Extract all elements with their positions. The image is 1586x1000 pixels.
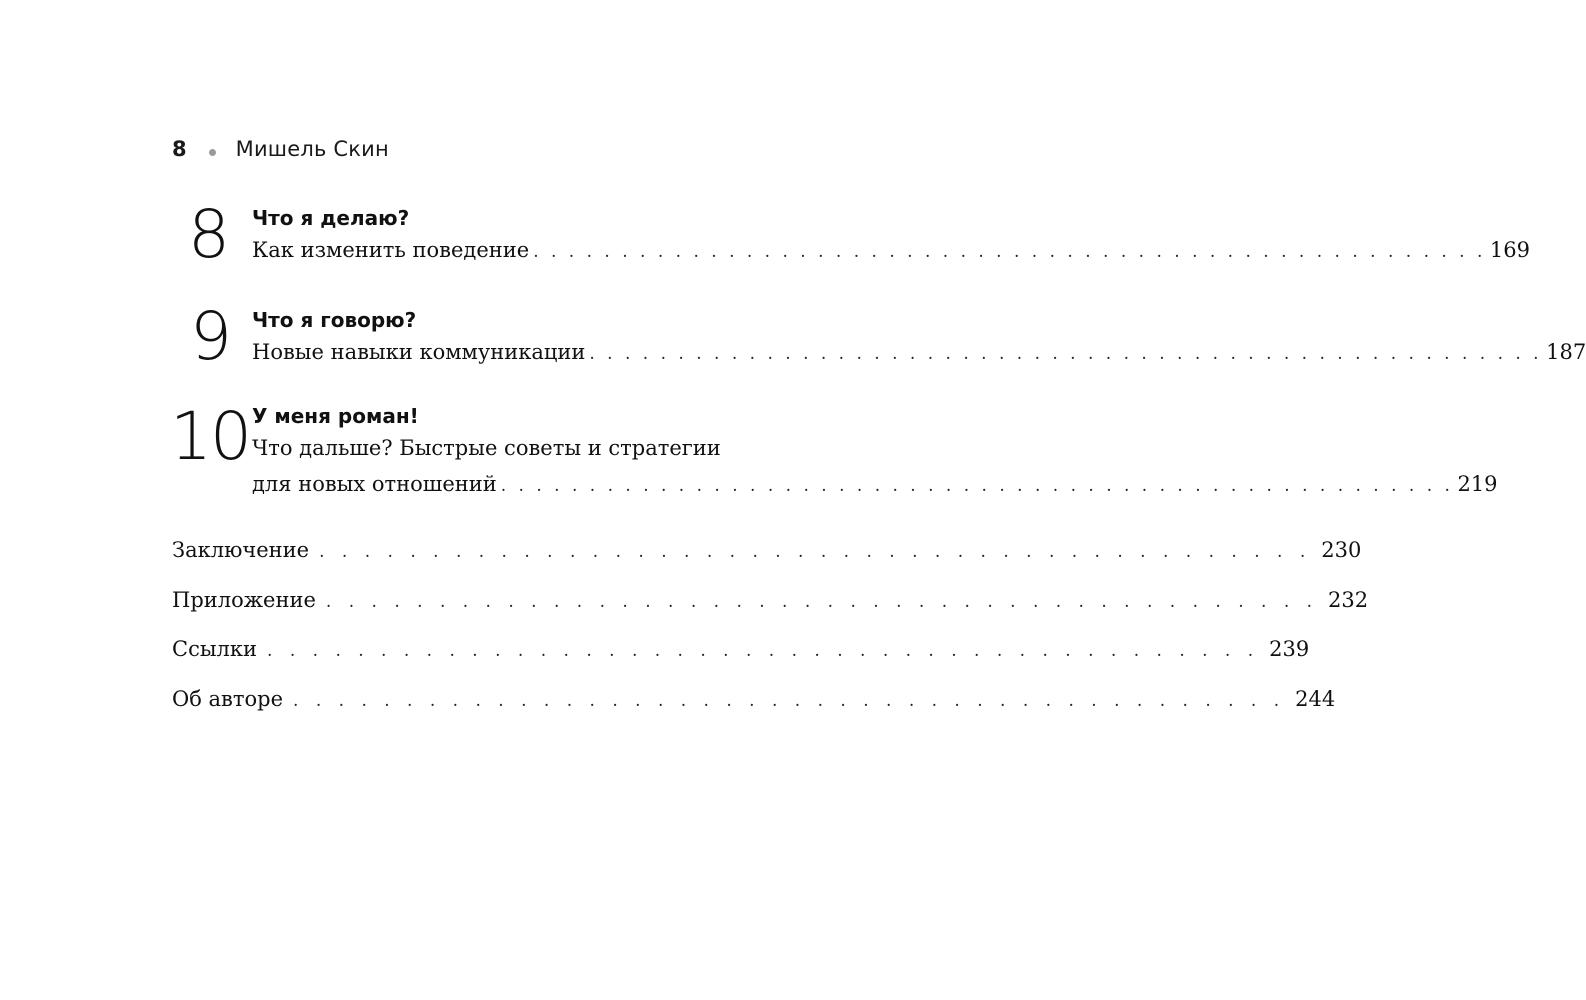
toc-chapter-8[interactable] bbox=[160, 196, 1530, 278]
dot-leader: . . . . . . . . . . . . . . . . . . . . . . . . . . . . . . . . . . . . . . . . . . . . . . . . . . . . . . bbox=[589, 344, 1543, 364]
dot-leader: . . . . . . . . . . . . . . . . . . . . . . . . . . . . . . . . . . . . . . . . . . . . bbox=[293, 691, 1286, 711]
dot-leader: . . . . . . . . . . . . . . . . . . . . . . . . . . . . . . . . . . . . . . . . . . . . . . . . . . . . . . bbox=[533, 242, 1486, 262]
chapter-subtitle-continued: для новых отношений bbox=[252, 472, 497, 496]
chapter-subtitle: Как изменить поведение bbox=[252, 238, 530, 262]
page-number: 8 bbox=[172, 137, 187, 161]
toc-entry-line bbox=[252, 340, 1586, 364]
chapter-page-number: 169 bbox=[1489, 238, 1530, 262]
chapter-number: 9 bbox=[190, 298, 230, 375]
entry-page-number: 244 bbox=[1295, 687, 1336, 711]
separator-dot-icon bbox=[209, 149, 216, 156]
entry-label: Приложение bbox=[172, 588, 316, 612]
dot-leader: . . . . . . . . . . . . . . . . . . . . . . . . . . . . . . . . . . . . . . . . . . . . . . . . . . . . . . bbox=[500, 476, 1454, 496]
toc-chapter-9[interactable] bbox=[160, 298, 1586, 380]
chapter-subtitle: Что дальше? Быстрые советы и стратегии bbox=[252, 436, 721, 460]
dot-leader: . . . . . . . . . . . . . . . . . . . . . . . . . . . . . . . . . . . . . . . . . . . . bbox=[319, 542, 1312, 562]
chapter-title: У меня роман! bbox=[252, 404, 419, 428]
running-header bbox=[172, 134, 389, 164]
toc-chapter-10[interactable] bbox=[160, 398, 1498, 510]
toc-entry-appendix[interactable] bbox=[172, 588, 1369, 612]
chapter-title: Что я говорю? bbox=[252, 308, 417, 332]
chapter-number: 8 bbox=[188, 196, 228, 273]
toc-entry-line bbox=[252, 238, 1530, 262]
toc-entry-references[interactable] bbox=[172, 637, 1310, 661]
dot-leader: . . . . . . . . . . . . . . . . . . . . . . . . . . . . . . . . . . . . . . . . . . . . bbox=[325, 592, 1319, 612]
entry-page-number: 230 bbox=[1321, 538, 1362, 562]
dot-leader: . . . . . . . . . . . . . . . . . . . . . . . . . . . . . . . . . . . . . . . . . . . . bbox=[267, 641, 1260, 661]
toc-backmatter bbox=[172, 538, 1369, 720]
entry-label: Об авторе bbox=[172, 687, 284, 711]
chapter-subtitle: Новые навыки коммуникации bbox=[252, 340, 586, 364]
chapter-number: 10 bbox=[170, 398, 250, 475]
toc-entry-line bbox=[252, 472, 1498, 496]
chapter-page-number: 219 bbox=[1457, 472, 1498, 496]
chapter-title: Что я делаю? bbox=[252, 206, 410, 230]
toc-entry-about-author[interactable] bbox=[172, 687, 1336, 711]
author-name: Мишель Скин bbox=[235, 137, 389, 161]
entry-label: Ссылки bbox=[172, 637, 258, 661]
chapter-page-number: 187 bbox=[1546, 340, 1586, 364]
entry-page-number: 232 bbox=[1328, 588, 1369, 612]
entry-label: Заключение bbox=[172, 538, 310, 562]
entry-page-number: 239 bbox=[1269, 637, 1310, 661]
toc-entry-conclusion[interactable] bbox=[172, 538, 1362, 562]
